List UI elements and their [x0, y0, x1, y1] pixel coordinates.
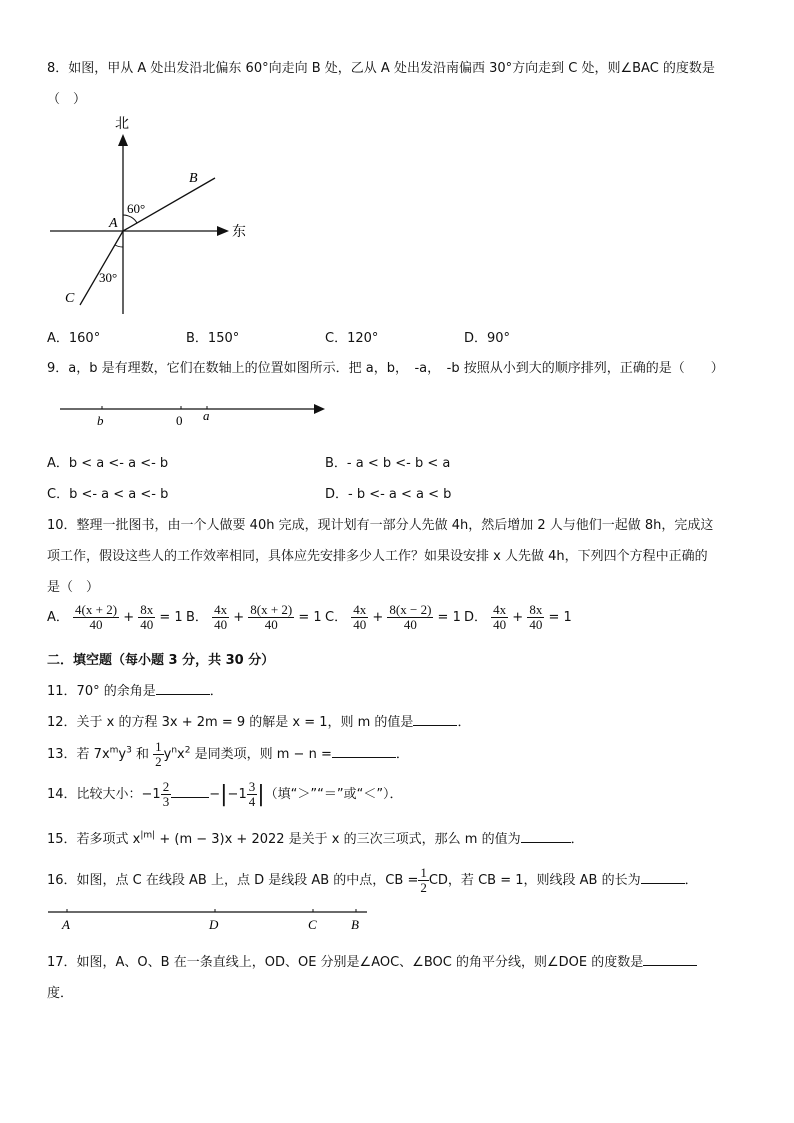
q8-option-b: B．150°	[186, 331, 240, 346]
q10-option-a: A． $\frac{4(x + 2)}{40}$ + $\frac{8x}{40}$ = 1	[47, 602, 183, 632]
q8-option-d: D．90°	[464, 331, 511, 346]
label-A: A	[62, 917, 70, 932]
label-east: 东	[232, 225, 246, 240]
label-30: 30°	[99, 270, 118, 285]
q9-stem: 9．a，b 是有理数，它们在数轴上的位置如图所示．把 a，b， -a， -b 按照从小到大的顺序排列，正确的是（ ）	[47, 361, 724, 376]
q8-option-c: C．120°	[325, 331, 379, 346]
q12-blank	[413, 713, 457, 726]
q9-option-d: D．- b <- a < a < b	[325, 487, 452, 502]
q9-number-line	[55, 398, 335, 430]
q10-line1: 10．整理一批图书，由一个人做要 40h 完成，现计划有一部分人先做 4h，然后增加 2 人与他们一起做 8h，完成这	[47, 518, 714, 533]
q8-figure	[45, 110, 255, 320]
label-zero: 0	[176, 413, 183, 428]
section2-title: 二．填空题（每小题 3 分，共 30 分）	[47, 653, 275, 668]
label-60: 60°	[127, 201, 146, 216]
q16: 16．如图，点 C 在线段 AB 上，点 D 是线段 AB 的中点，CB = $\frac{1}{2}$ CD，若 CB = 1，则线段 AB 的长为 ．	[47, 865, 698, 895]
q12: 12．关于 x 的方程 3x + 2m = 9 的解是 x = 1，则 m 的值是 ．	[47, 715, 471, 730]
label-C: C	[65, 291, 75, 306]
east-arrowhead	[217, 226, 229, 236]
q13: 13．若 $7x^my^3$ 和 $\frac{1}{2}$ $y^nx^2$ 是同类项，则 m − n = ．	[47, 739, 409, 769]
q17-line1: 17．如图，A、O、B 在一条直线上，OD、OE 分别是∠AOC、∠BOC 的角平分线，则∠DOE 的度数是	[47, 951, 697, 970]
q10-line3: 是（ ）	[47, 580, 100, 595]
label-a: a	[203, 408, 210, 423]
q14: 14．比较大小：−1 $\frac{2}{3}$ −|−1 $\frac{3}{4}$ |（填“＞”“＝”或“＜”）．	[47, 779, 403, 809]
q17-line2: 度．	[47, 986, 74, 1001]
label-A: A	[109, 216, 118, 231]
q9-option-b: B．- a < b <- b < a	[325, 456, 451, 471]
label-B: B	[189, 171, 198, 186]
q10-line2: 项工作，假设这些人的工作效率相同，具体应先安排多少人工作？如果设安排 x 人先做 4h，下列四个方程中正确的	[47, 549, 708, 564]
north-arrowhead	[118, 134, 128, 146]
q9-option-a: A．b < a <- a <- b	[47, 456, 169, 471]
q8-paren: （ ）	[47, 92, 87, 107]
arc-60	[123, 215, 137, 223]
q14-blank	[171, 785, 209, 798]
label-C: C	[308, 917, 317, 932]
q16-blank	[641, 871, 685, 884]
label-b: b	[97, 413, 104, 428]
q9-option-c: C．b <- a < a <- b	[47, 487, 169, 502]
q11: 11．70° 的余角是 ．	[47, 684, 223, 699]
q8-stem: 8．如图，甲从 A 处出发沿北偏东 60°向走向 B 处，乙从 A 处出发沿南偏西 30°方向走到 C 处，则∠BAC 的度数是	[47, 61, 715, 76]
label-north: 北	[115, 117, 129, 132]
label-B: B	[351, 917, 359, 932]
q16-segment-figure	[45, 902, 375, 934]
arc-30	[115, 245, 123, 247]
q8-option-a: A．160°	[47, 331, 101, 346]
q13-blank	[332, 745, 396, 758]
q15-blank	[521, 830, 571, 843]
q11-blank	[156, 682, 210, 695]
q10-option-b: B． $\frac{4x}{40}$ + $\frac{8(x + 2)}{40}$ = 1	[186, 602, 322, 632]
q15: 15．若多项式 $x^{|m|} + (m - 3)x + 2022$ 是关于 x 的三次三项式，那么 m 的值为 ．	[47, 830, 584, 847]
q17-blank	[643, 953, 697, 966]
ray-AC	[80, 231, 123, 305]
q10-option-c: C． $\frac{4x}{40}$ + $\frac{8(x - 2)}{40}$ = 1	[325, 602, 461, 632]
label-D: D	[209, 917, 219, 932]
q10-option-d: D． $\frac{4x}{40}$ + $\frac{8x}{40}$ = 1	[464, 602, 572, 632]
